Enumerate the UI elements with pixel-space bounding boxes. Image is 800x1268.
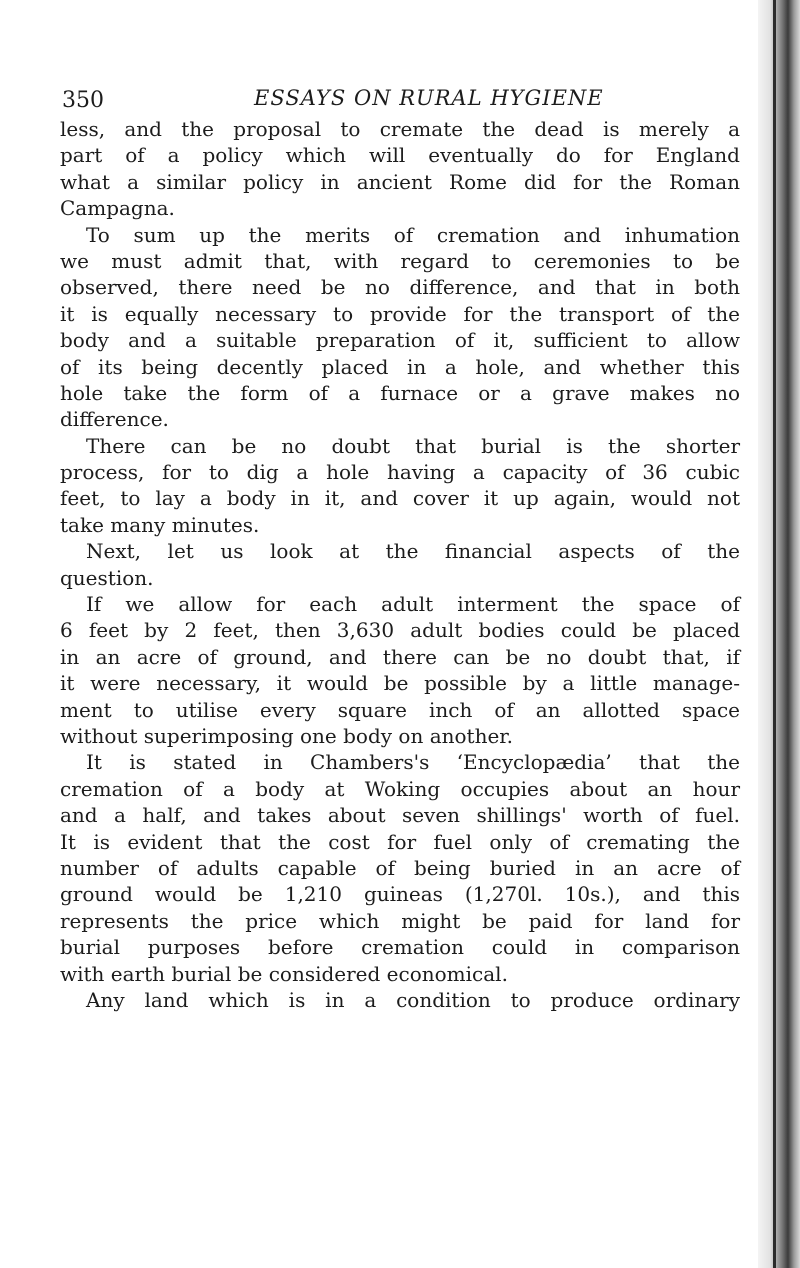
text-line: we must admit that, with regard to ceremonies to be	[60, 248, 740, 273]
book-spine-edge	[758, 0, 800, 1268]
text-line: without superimposing one body on another.	[60, 723, 514, 748]
text-line: with earth burial be considered economical.	[60, 961, 508, 986]
running-head: ESSAYS ON RURAL HYGIENE	[254, 86, 604, 110]
text-line: it were necessary, it would be possible by a little manage-	[60, 671, 740, 696]
text-line: Next, let us look at the financial aspects of the	[86, 539, 740, 564]
text-line: ment to utilise every square inch of an allotted space	[60, 697, 740, 722]
text-line: It is stated in Chambers's ‘Encyclopædia’ that the	[86, 750, 740, 775]
text-line: what a similar policy in ancient Rome did for the Roman	[60, 169, 740, 194]
text-line: less, and the proposal to cremate the dead is merely a	[60, 117, 740, 141]
text-line: Any land which is in a condition to produce ordinary	[86, 987, 740, 1012]
text-line: cremation of a body at Woking occupies about an hour	[60, 776, 740, 801]
text-line: difference.	[60, 407, 169, 432]
text-line: and a half, and takes about seven shillings' worth of fuel.	[60, 803, 740, 828]
page-number: 350	[62, 88, 104, 113]
text-line: If we allow for each adult interment the space of	[86, 592, 740, 617]
text-line: body and a suitable preparation of it, sufficient to allow	[60, 328, 740, 353]
text-line: ground would be 1,210 guineas (1,270l. 10s.), and this	[60, 882, 740, 907]
spine-shadow-line	[773, 0, 776, 1268]
text-line: in an acre of ground, and there can be no doubt that, if	[60, 644, 740, 669]
text-line: take many minutes.	[60, 512, 260, 537]
text-line: process, for to dig a hole having a capacity of 36 cubic	[60, 460, 740, 485]
text-line: hole take the form of a furnace or a grave makes no	[60, 380, 740, 405]
text-line: Campagna.	[60, 196, 175, 221]
text-line: number of adults capable of being buried in an acre of	[60, 855, 740, 880]
text-line: feet, to lay a body in it, and cover it up again, would not	[60, 486, 740, 511]
text-line: it is equally necessary to provide for the transport of the	[60, 301, 740, 326]
text-line: To sum up the merits of cremation and inhumation	[86, 222, 740, 247]
text-line: of its being decently placed in a hole, and whether this	[60, 354, 740, 379]
text-line: observed, there need be no difference, and that in both	[60, 275, 740, 300]
text-line: represents the price which might be paid for land for	[60, 908, 740, 933]
text-line: 6 feet by 2 feet, then 3,630 adult bodies could be placed	[60, 618, 740, 643]
text-line: part of a policy which will eventually do for England	[60, 143, 740, 168]
text-line: It is evident that the cost for fuel only of cremating the	[60, 829, 740, 854]
body-text	[60, 116, 740, 1013]
text-line: question.	[60, 565, 154, 590]
text-line: burial purposes before cremation could in comparison	[60, 935, 740, 960]
text-line: There can be no doubt that burial is the shorter	[86, 433, 740, 458]
